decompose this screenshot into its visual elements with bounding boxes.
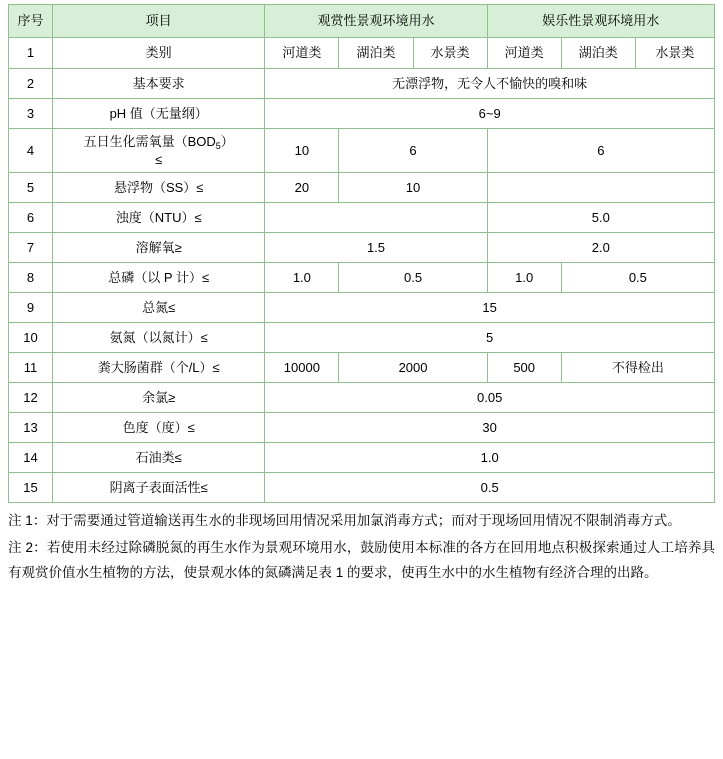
row-index: 14 xyxy=(9,443,53,473)
row-value: 1.5 xyxy=(265,233,487,263)
row-value: 2.0 xyxy=(487,233,714,263)
row-value: 0.5 xyxy=(265,473,715,503)
row-value: 1.0 xyxy=(265,443,715,473)
row-index: 4 xyxy=(9,129,53,173)
row-item: pH 值（无量纲） xyxy=(53,99,265,129)
water-quality-standard-table xyxy=(8,4,715,503)
row-value: 2000 xyxy=(339,353,487,383)
row-value: 6 xyxy=(339,129,487,173)
row-value: 5 xyxy=(265,323,715,353)
row-value: 1.0 xyxy=(487,263,561,293)
row-value xyxy=(265,203,487,233)
row-item: 悬浮物（SS）≤ xyxy=(53,173,265,203)
row-value: 6 xyxy=(487,129,714,173)
row-value: 无漂浮物，无令人不愉快的嗅和味 xyxy=(265,69,715,99)
row-item-text-end: ） xyxy=(220,133,234,149)
row-value: 6~9 xyxy=(265,99,715,129)
row-value: 20 xyxy=(265,173,339,203)
table-row xyxy=(9,233,715,263)
table-row xyxy=(9,129,715,173)
row-value: 30 xyxy=(265,413,715,443)
table-row xyxy=(9,443,715,473)
header-index: 序号 xyxy=(9,5,53,38)
table-row xyxy=(9,69,715,99)
row-index: 5 xyxy=(9,173,53,203)
row-index: 12 xyxy=(9,383,53,413)
row-item: 总磷（以 P 计）≤ xyxy=(53,263,265,293)
row-item: 余氯≥ xyxy=(53,383,265,413)
note-1: 注 1：对于需要通过管道输送再生水的非现场回用情况采用加氯消毒方式；而对于现场回用情况不限制消毒方式。 xyxy=(8,513,681,528)
table-row xyxy=(9,293,715,323)
row-index: 9 xyxy=(9,293,53,323)
table-row xyxy=(9,473,715,503)
row-value: 10 xyxy=(265,129,339,173)
row-item: 阴离子表面活性≤ xyxy=(53,473,265,503)
row-value: 0.5 xyxy=(561,263,714,293)
row-value: 5.0 xyxy=(487,203,714,233)
subheader-col-5: 湖泊类 xyxy=(561,38,635,69)
row-item: 浊度（NTU）≤ xyxy=(53,203,265,233)
note-2: 注 2：若使用未经过除磷脱氮的再生水作为景观环境用水，鼓励使用本标准的各方在回用地点积极探索通过人工培养具有观赏价值水生植物的方法，使景观水体的氮磷满足表 1 的要求，使再生水中的水生植物有经济合理的出路。 xyxy=(8,539,715,580)
subheader-col-6: 水景类 xyxy=(635,38,714,69)
row-item-line2: ≤ xyxy=(155,151,163,167)
row-value: 0.5 xyxy=(339,263,487,293)
row-value xyxy=(487,173,714,203)
row-item-text: 五日生化需氧量（BOD xyxy=(83,133,216,149)
row-index: 7 xyxy=(9,233,53,263)
row-index: 6 xyxy=(9,203,53,233)
row-item: 基本要求 xyxy=(53,69,265,99)
row-index: 15 xyxy=(9,473,53,503)
row-index: 11 xyxy=(9,353,53,383)
row-index: 10 xyxy=(9,323,53,353)
row-item: 总氮≤ xyxy=(53,293,265,323)
header-group-recreational: 娱乐性景观环境用水 xyxy=(487,5,714,38)
row-value: 1.0 xyxy=(265,263,339,293)
row-index: 2 xyxy=(9,69,53,99)
table-row xyxy=(9,263,715,293)
table-row xyxy=(9,353,715,383)
row-value: 0.05 xyxy=(265,383,715,413)
row-item-subscript: 5 xyxy=(215,140,221,151)
row-index: 8 xyxy=(9,263,53,293)
table-row xyxy=(9,203,715,233)
subheader-col-1: 河道类 xyxy=(265,38,339,69)
row-index: 1 xyxy=(9,38,53,69)
table-row xyxy=(9,383,715,413)
row-index: 3 xyxy=(9,99,53,129)
row-item: 溶解氧≥ xyxy=(53,233,265,263)
table-notes xyxy=(8,509,715,586)
row-value: 15 xyxy=(265,293,715,323)
row-item: 粪大肠菌群（个/L）≤ xyxy=(53,353,265,383)
row-item: 氨氮（以氮计）≤ xyxy=(53,323,265,353)
header-item: 项目 xyxy=(53,5,265,38)
row-item: 类别 xyxy=(53,38,265,69)
subheader-col-4: 河道类 xyxy=(487,38,561,69)
row-value: 10 xyxy=(339,173,487,203)
table-header-row xyxy=(9,5,715,38)
row-item xyxy=(53,129,265,173)
row-item: 石油类≤ xyxy=(53,443,265,473)
row-value: 10000 xyxy=(265,353,339,383)
table-row xyxy=(9,323,715,353)
subheader-col-2: 湖泊类 xyxy=(339,38,413,69)
row-value: 500 xyxy=(487,353,561,383)
header-group-ornamental: 观赏性景观环境用水 xyxy=(265,5,487,38)
table-subheader-row xyxy=(9,38,715,69)
table-row xyxy=(9,173,715,203)
table-row xyxy=(9,413,715,443)
row-index: 13 xyxy=(9,413,53,443)
table-row xyxy=(9,99,715,129)
row-item: 色度（度）≤ xyxy=(53,413,265,443)
row-item-line1 xyxy=(54,133,263,151)
row-value: 不得检出 xyxy=(561,353,714,383)
subheader-col-3: 水景类 xyxy=(413,38,487,69)
